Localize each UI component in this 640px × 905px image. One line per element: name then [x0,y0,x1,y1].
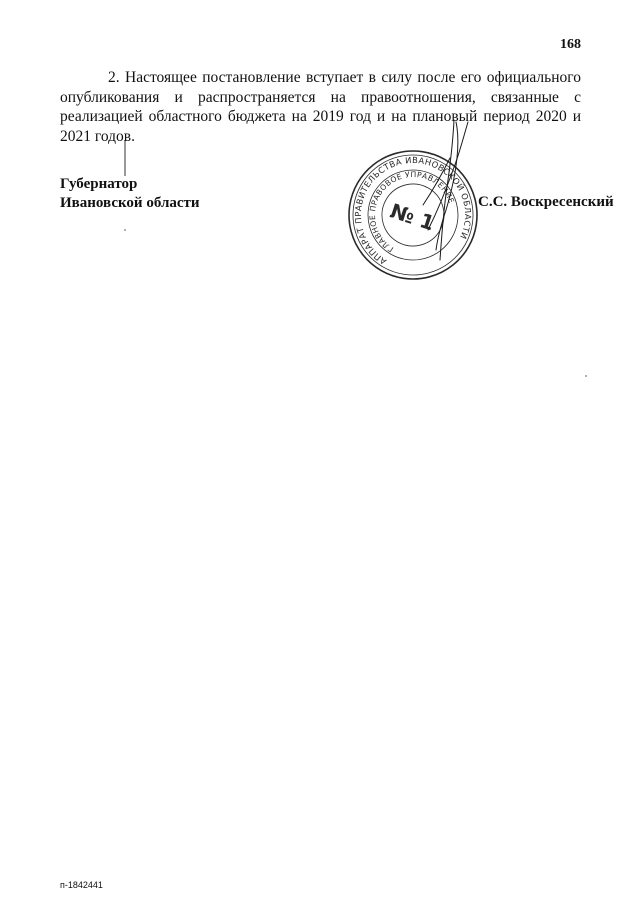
footer-code: п-1842441 [60,880,103,890]
signer-title [60,175,200,213]
page-number: 168 [560,37,581,52]
body-paragraph: 2. Настоящее постановление вступает в силу после его официального опубликования и распространяется на правоотношения, связанные с реализацией областного бюджета на 2019 год и на плановый период 2020 и 2021 годов. [60,69,581,145]
signature [398,110,498,270]
stamp-inner-text: ГЛАВНОЕ ПРАВОВОЕ УПРАВЛЕНИЕ [367,169,457,254]
speck [585,375,587,377]
signer-title-line2: Ивановской области [60,195,200,211]
signer-title-line1: Губернатор [60,176,138,192]
speck [124,229,126,231]
signer-surname: Воскресенский [510,194,614,210]
signer-initials: С.С. [478,194,508,210]
signer-name [478,193,614,212]
stamp-outer-text: АППАРАТ ПРАВИТЕЛЬСТВА ИВАНОВСКОЙ ОБЛАСТИ [352,154,474,267]
stamp-number: № 1 [387,198,438,236]
